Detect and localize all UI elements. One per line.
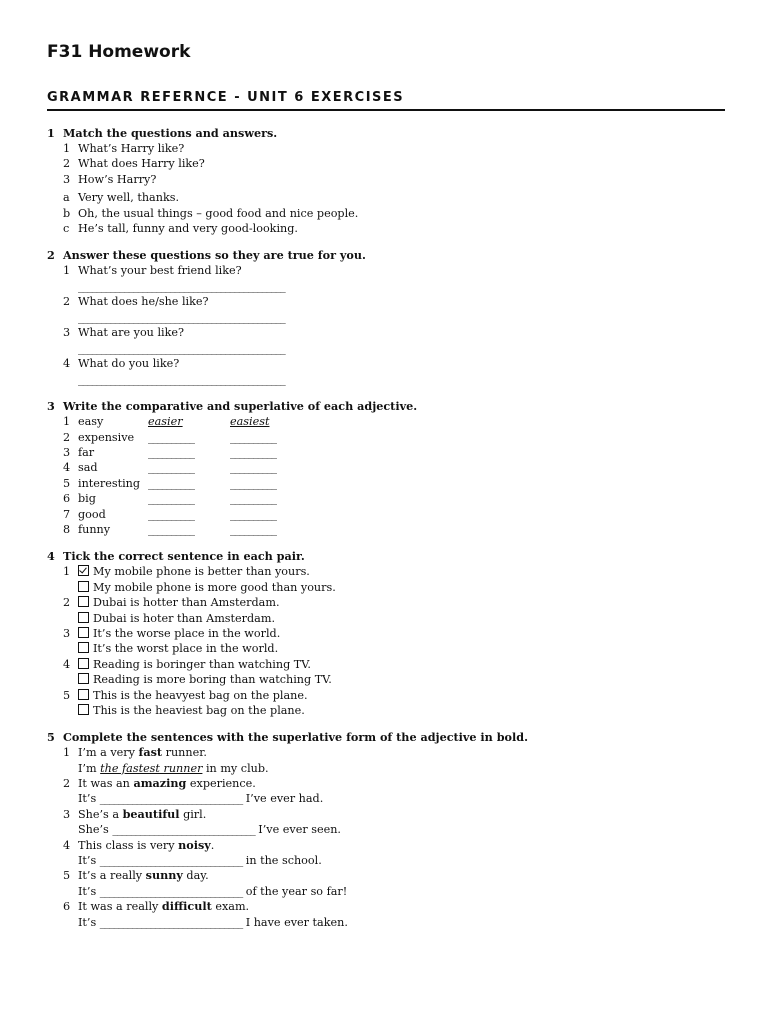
adjective-row [63, 460, 727, 475]
exercise-3-heading [47, 398, 727, 414]
bold-adjective: amazing [133, 776, 187, 791]
item-letter: c [63, 221, 70, 235]
sentence-option [47, 672, 727, 687]
superlative-blank[interactable]: __________ [230, 430, 276, 444]
worksheet-page [47, 40, 727, 930]
item-number: 2 [63, 295, 71, 309]
sentence-prompt [47, 838, 727, 853]
prompt-text: experience. [186, 777, 256, 791]
item-text: He’s tall, funny and very good-looking. [78, 221, 298, 235]
answer-item [47, 221, 727, 236]
sentence-prompt [47, 868, 727, 883]
exercise-instruction: Answer these questions so they are true for you. [63, 248, 366, 263]
sentence-option [47, 611, 727, 626]
bold-adjective: fast [138, 745, 163, 760]
answer-line[interactable]: _____________________________________________ [78, 310, 285, 324]
question-item [47, 156, 727, 171]
sentence-option [47, 564, 727, 579]
checkbox-icon[interactable] [78, 658, 89, 669]
sentence-text: It’s the worse place in the world. [93, 626, 281, 640]
adjective-row [63, 476, 727, 491]
prompt-text: It was an [78, 777, 134, 791]
completion-text: I’ve ever seen. [254, 823, 341, 837]
sentence-text: It’s the worst place in the world. [93, 642, 279, 656]
comparative-blank[interactable]: __________ [148, 492, 194, 506]
adjective-word: expensive [78, 430, 135, 444]
adjective-row [63, 522, 727, 537]
sentence-option [47, 703, 727, 718]
item-number: 8 [63, 523, 71, 537]
sentence-completion [47, 884, 727, 899]
answer-blank[interactable]: _______________________________ [112, 823, 255, 837]
sentence-option [47, 595, 727, 610]
item-number: 3 [63, 446, 71, 460]
item-number: 4 [63, 838, 71, 852]
superlative-answer [230, 414, 310, 429]
item-number: 3 [63, 807, 71, 821]
item-number: 5 [63, 869, 71, 883]
item-number: 4 [63, 461, 71, 475]
adjective-word: big [78, 492, 96, 506]
item-letter: b [63, 206, 71, 220]
exercise-number: 4 [47, 549, 55, 564]
checkbox-icon[interactable] [78, 627, 89, 638]
question-item [47, 294, 727, 309]
superlative-blank[interactable]: __________ [230, 492, 276, 506]
exercise-number: 2 [47, 248, 55, 263]
exercise-3 [47, 398, 727, 537]
completion-text: It’s [78, 884, 100, 898]
prompt-text: . [210, 838, 215, 852]
sentence-prompt [47, 807, 727, 822]
checkbox-icon[interactable] [78, 689, 89, 700]
bold-adjective: sunny [145, 868, 183, 883]
sentence-option [47, 626, 727, 641]
adjective-row [63, 445, 727, 460]
title-divider [47, 109, 725, 111]
item-number: 4 [63, 357, 71, 371]
prompt-text: It was a really [78, 900, 162, 914]
sentence-completion [47, 791, 727, 806]
sentence-completion [47, 761, 727, 776]
comparative-blank[interactable]: __________ [148, 446, 194, 460]
prompt-text: exam. [211, 900, 250, 914]
prompt-text: She’s a [78, 807, 123, 821]
item-text: What’s your best friend like? [78, 264, 242, 278]
completion-text: in the school. [242, 854, 322, 868]
exercise-2 [47, 247, 727, 387]
superlative-blank[interactable]: __________ [230, 461, 276, 475]
item-text: What are you like? [78, 326, 184, 340]
sentence-text: Reading is more boring than watching TV. [93, 673, 332, 687]
adjective-row [63, 507, 727, 522]
adjective-word: interesting [78, 476, 141, 490]
answer-item [47, 190, 727, 205]
item-number: 1 [63, 565, 71, 579]
sentence-text: This is the heaviest bag on the plane. [93, 703, 305, 717]
comparative-blank[interactable]: __________ [148, 476, 194, 490]
document-title: F31 Homework [47, 42, 191, 62]
item-text: Oh, the usual things – good food and nice people. [78, 206, 359, 220]
item-number: 1 [63, 415, 71, 429]
sentence-completion [47, 822, 727, 837]
sentence-prompt [47, 776, 727, 791]
item-number: 6 [63, 492, 71, 506]
comparative-blank[interactable]: __________ [148, 430, 194, 444]
item-text: What do you like? [78, 357, 180, 371]
adjective-word: far [78, 446, 95, 460]
item-number: 4 [63, 657, 71, 671]
exercise-instruction: Tick the correct sentence in each pair. [63, 549, 305, 564]
adjective-row [63, 430, 727, 445]
exercise-5-heading [47, 729, 727, 745]
sentence-option [47, 641, 727, 656]
sentence-text: This is the heavyest bag on the plane. [93, 688, 308, 702]
question-item [47, 141, 727, 156]
item-number: 1 [63, 264, 71, 278]
comparative-blank[interactable]: __________ [148, 461, 194, 475]
item-number: 3 [63, 326, 71, 340]
superlative-blank[interactable]: __________ [230, 476, 276, 490]
completion-text: It’s [78, 792, 100, 806]
comparative-answer [148, 414, 230, 429]
question-item [47, 325, 727, 340]
prompt-text: runner. [162, 746, 207, 760]
comparative-blank[interactable]: __________ [148, 507, 194, 521]
checkbox-icon[interactable] [78, 673, 89, 684]
exercise-2-heading [47, 247, 727, 263]
checked-checkbox-icon[interactable] [78, 565, 89, 576]
checkbox-icon[interactable] [78, 612, 89, 623]
prompt-text: I’m a very [78, 746, 139, 760]
bold-adjective: noisy [178, 837, 211, 852]
answer-line[interactable]: _____________________________________________ [78, 279, 285, 293]
comparative-blank[interactable]: __________ [148, 523, 194, 537]
checkbox-icon[interactable] [78, 704, 89, 715]
completion-text: I’m [78, 761, 101, 775]
exercise-instruction: Write the comparative and superlative of each adjective. [63, 399, 418, 414]
answer-item [47, 206, 727, 221]
answer-blank[interactable]: _______________________________ [99, 884, 243, 898]
adjective-word: sad [78, 461, 98, 475]
item-number: 2 [63, 777, 71, 791]
answer-line[interactable]: _____________________________________________ [78, 341, 285, 355]
item-number: 3 [63, 626, 71, 640]
answer-blank[interactable]: _______________________________ [99, 915, 243, 929]
exercise-5 [47, 729, 727, 930]
sentence-completion [47, 915, 727, 930]
exercise-number: 5 [47, 730, 55, 745]
prompt-text: It’s a really [78, 869, 146, 883]
exercise-instruction: Complete the sentences with the superlative form of the adjective in bold. [63, 730, 528, 745]
example-answer: the fastest runner [100, 761, 203, 775]
exercise-instruction: Match the questions and answers. [63, 126, 278, 140]
completion-text: I’ve ever had. [242, 792, 324, 806]
exercise-number: 1 [47, 126, 55, 140]
sentence-option [47, 657, 727, 672]
completion-text: in my club. [202, 761, 269, 775]
superlative-blank[interactable]: __________ [230, 523, 276, 537]
answer-blank[interactable]: _______________________________ [99, 792, 243, 806]
item-number: 2 [63, 157, 71, 171]
sentence-text: Dubai is hotter than Amsterdam. [93, 596, 280, 610]
item-number: 1 [63, 142, 71, 155]
adjective-row [63, 491, 727, 506]
sentence-option [47, 580, 727, 595]
sentence-completion [47, 853, 727, 868]
sentence-text: Dubai is hoter than Amsterdam. [93, 611, 275, 625]
item-text: What’s Harry like? [78, 142, 185, 155]
sentence-text: My mobile phone is better than yours. [93, 565, 310, 579]
superlative-blank[interactable]: __________ [230, 507, 276, 521]
question-item [47, 172, 727, 187]
adjective-word: good [78, 507, 106, 521]
item-text: Very well, thanks. [78, 191, 180, 205]
item-text: How’s Harry? [78, 172, 157, 186]
sentence-prompt [47, 745, 727, 760]
answer-line[interactable]: _____________________________________________ [78, 372, 285, 386]
exercise-4-heading [47, 548, 727, 564]
checkbox-icon[interactable] [78, 642, 89, 653]
exercise-number: 3 [47, 399, 55, 414]
item-number: 5 [63, 688, 71, 702]
item-number: 5 [63, 476, 71, 490]
bold-adjective: beautiful [122, 806, 180, 821]
item-letter: a [63, 191, 70, 205]
question-item [47, 356, 727, 371]
answer-blank[interactable]: _______________________________ [99, 854, 243, 868]
item-number: 7 [63, 507, 71, 521]
prompt-text: day. [182, 869, 209, 883]
sentence-prompt [47, 899, 727, 914]
sentence-text: Reading is boringer than watching TV. [93, 657, 311, 671]
completion-text: It’s [78, 915, 100, 929]
item-number: 2 [63, 596, 71, 610]
prompt-text: This class is very [78, 838, 179, 852]
item-text: What does he/she like? [78, 295, 209, 309]
adjective-row [63, 414, 727, 429]
sentence-option [47, 688, 727, 703]
question-item [47, 263, 727, 278]
sentence-text: My mobile phone is more good than yours. [93, 580, 336, 594]
completion-text: of the year so far! [242, 884, 348, 898]
prompt-text: girl. [179, 807, 207, 821]
adjective-word: funny [78, 523, 111, 537]
checkbox-icon[interactable] [78, 581, 89, 592]
item-number: 1 [63, 746, 71, 760]
bold-adjective: difficult [161, 899, 212, 914]
completion-text: It’s [78, 854, 100, 868]
item-number: 3 [63, 172, 71, 186]
superlative-blank[interactable]: __________ [230, 446, 276, 460]
example-answer: easiest [230, 415, 270, 429]
item-text: What does Harry like? [78, 157, 205, 171]
adjective-table [63, 414, 727, 537]
example-answer: easier [148, 415, 183, 429]
item-number: 2 [63, 430, 71, 444]
adjective-word: easy [78, 415, 104, 429]
document-subtitle: GRAMMAR REFERNCE - UNIT 6 EXERCISES [47, 90, 405, 105]
exercise-1 [47, 125, 727, 236]
item-number: 6 [63, 900, 71, 914]
exercise-1-heading [47, 125, 727, 141]
completion-text: She’s [78, 823, 113, 837]
checkbox-icon[interactable] [78, 596, 89, 607]
exercise-4 [47, 548, 727, 718]
completion-text: I have ever taken. [242, 915, 348, 929]
